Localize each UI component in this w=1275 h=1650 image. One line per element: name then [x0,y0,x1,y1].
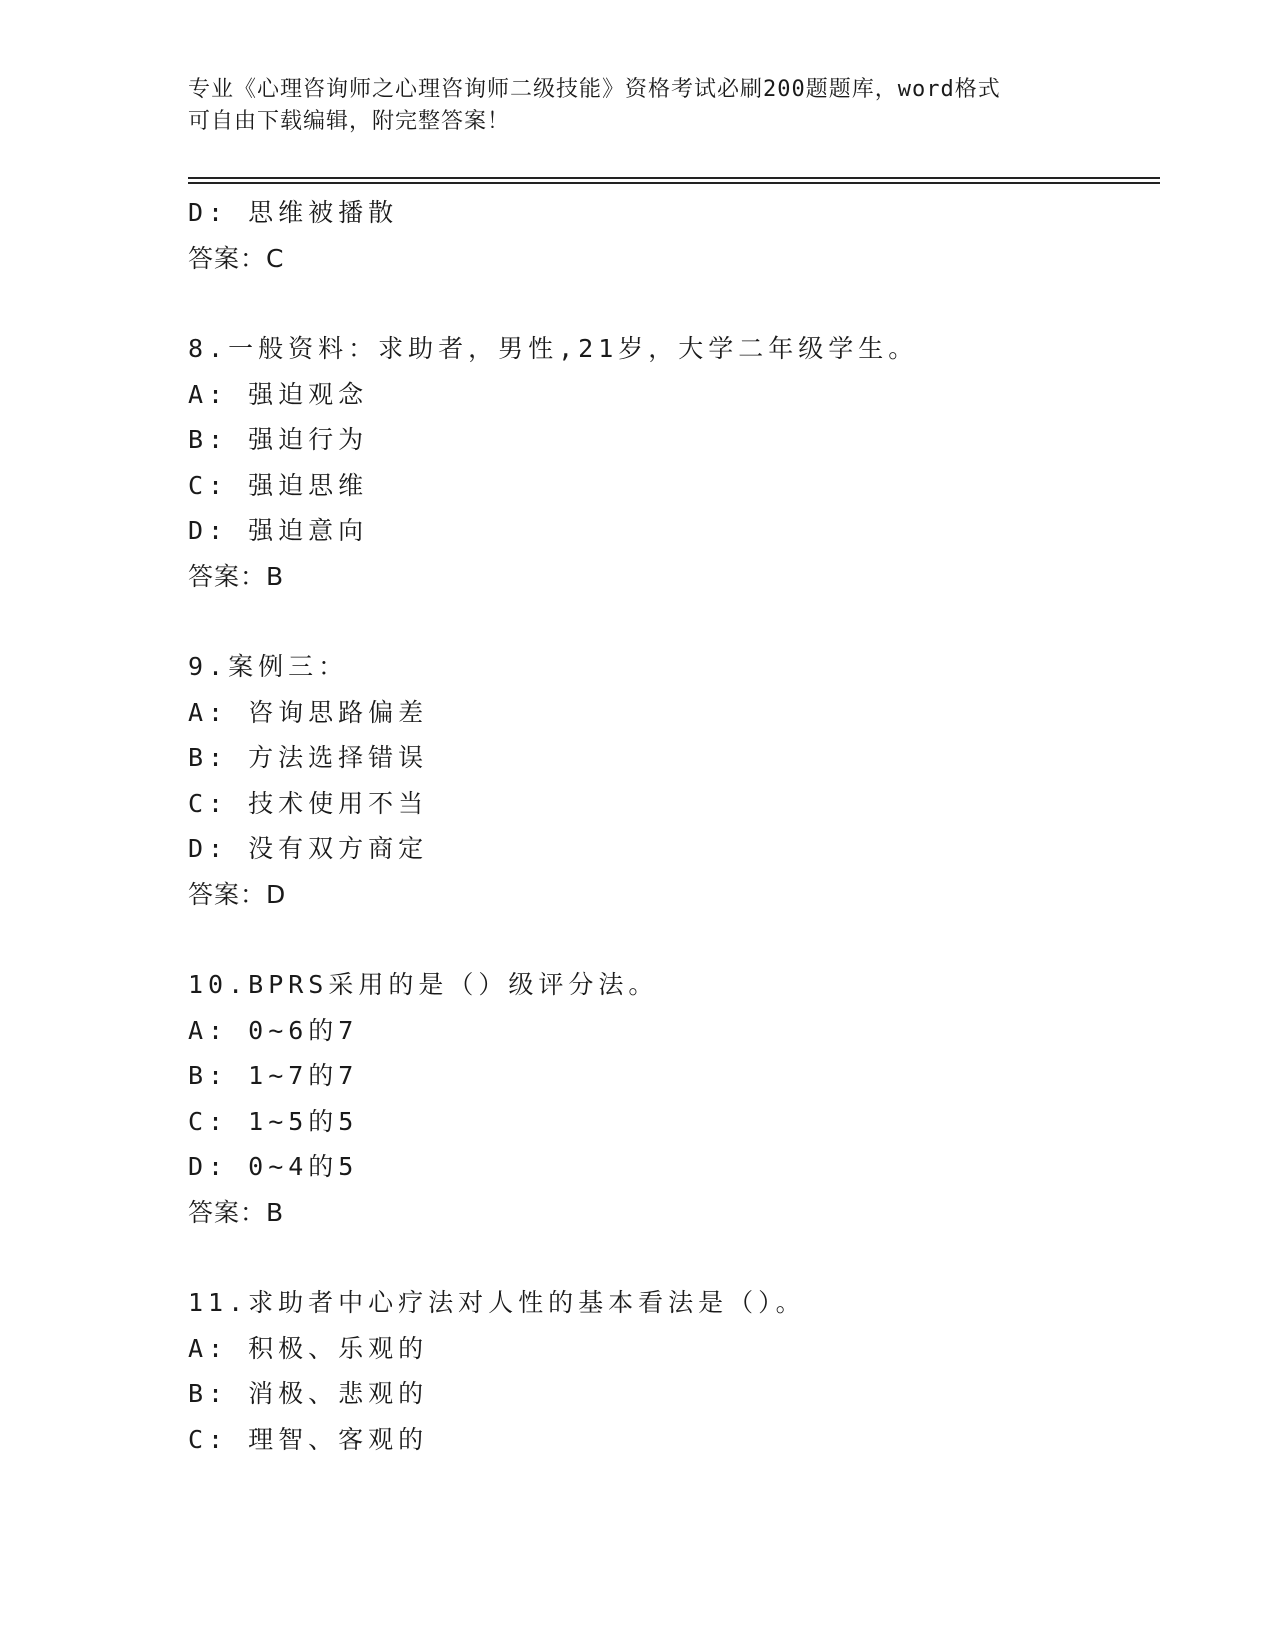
option-a: A: 强迫观念 [188,379,369,409]
header-line-1: 专业《心理咨询师之心理咨询师二级技能》资格考试必刷200题题库，word格式 [188,77,1001,102]
answer-line: 答案：D [188,879,287,909]
header-divider-top [188,177,1160,179]
question-stem: 10.BPRS采用的是（）级评分法。 [188,970,659,999]
option-b: B: 1~7的7 [188,1061,359,1090]
option-a: A: 积极、乐观的 [188,1333,429,1363]
option-d: D: 0~4的5 [188,1152,359,1181]
option-c: C: 理智、客观的 [188,1424,429,1454]
option-b: B: 方法选择错误 [188,743,429,772]
header-line-2: 可自由下载编辑，附完整答案！ [188,109,511,134]
question-stem: 11.求助者中心疗法对人性的基本看法是（）。 [188,1288,806,1317]
spacer [188,1235,1148,1280]
document-header [188,74,1088,138]
question-block-11 [188,1280,1148,1462]
answer-line: 答案：C [188,243,285,273]
question-stem: 8.一般资料：求助者，男性,21岁，大学二年级学生。 [188,334,919,363]
question-block-8 [188,326,1148,599]
option-b: B: 强迫行为 [188,425,369,454]
header-divider-bottom [188,182,1160,184]
option-b: B: 消极、悲观的 [188,1379,429,1408]
question-block-10 [188,962,1148,1235]
question-block-9 [188,644,1148,917]
answer-line: 答案：B [188,1197,285,1227]
spacer [188,599,1148,644]
question-list [188,190,1148,1462]
option-c: C: 强迫思维 [188,470,369,500]
spacer [188,281,1148,326]
question-stem: 9.案例三： [188,652,349,681]
option-c: C: 技术使用不当 [188,788,429,818]
option-d: D: 思维被播散 [188,198,399,227]
option-c: C: 1~5的5 [188,1106,359,1136]
option-a: A: 咨询思路偏差 [188,697,429,727]
option-a: A: 0~6的7 [188,1015,359,1045]
answer-line: 答案：B [188,561,285,591]
option-d: D: 强迫意向 [188,516,369,545]
option-d: D: 没有双方商定 [188,834,429,863]
spacer [188,917,1148,962]
